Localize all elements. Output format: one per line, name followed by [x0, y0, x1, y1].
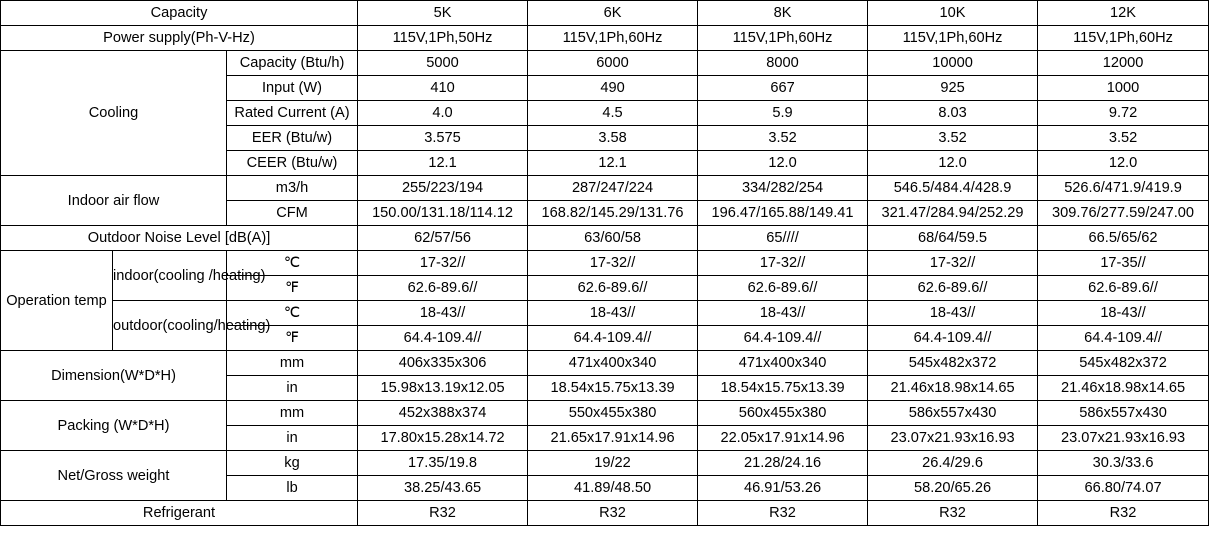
- packing-label: Packing (W*D*H): [1, 401, 227, 451]
- power-supply-label: Power supply(Ph-V-Hz): [1, 26, 358, 51]
- value-cell: 545x482x372: [868, 351, 1038, 376]
- value-cell: 471x400x340: [528, 351, 698, 376]
- cooling-capacity-row: [1, 51, 1209, 76]
- value-cell: 3.52: [868, 126, 1038, 151]
- optemp-outdoor-c-row: [1, 301, 1209, 326]
- sub-label: in: [227, 426, 358, 451]
- value-cell: 8.03: [868, 101, 1038, 126]
- model-cell: 12K: [1038, 1, 1209, 26]
- value-cell: 62.6-89.6//: [528, 276, 698, 301]
- value-cell: 526.6/471.9/419.9: [1038, 176, 1209, 201]
- value-cell: 3.58: [528, 126, 698, 151]
- weight-label: Net/Gross weight: [1, 451, 227, 501]
- value-cell: 26.4/29.6: [868, 451, 1038, 476]
- value-cell: 5.9: [698, 101, 868, 126]
- value-cell: R32: [1038, 501, 1209, 526]
- value-cell: 21.65x17.91x14.96: [528, 426, 698, 451]
- value-cell: 667: [698, 76, 868, 101]
- value-cell: 10000: [868, 51, 1038, 76]
- value-cell: 560x455x380: [698, 401, 868, 426]
- value-cell: 17-32//: [868, 251, 1038, 276]
- value-cell: 17-35//: [1038, 251, 1209, 276]
- value-cell: 62.6-89.6//: [358, 276, 528, 301]
- sub-label: mm: [227, 401, 358, 426]
- model-cell: 5K: [358, 1, 528, 26]
- value-cell: 18.54x15.75x13.39: [698, 376, 868, 401]
- value-cell: 41.89/48.50: [528, 476, 698, 501]
- optemp-outdoor-label: outdoor(cooling/heating): [113, 301, 227, 351]
- sub-label: Rated Current (A): [227, 101, 358, 126]
- sub-label: Capacity (Btu/h): [227, 51, 358, 76]
- value-cell: 64.4-109.4//: [698, 326, 868, 351]
- value-cell: 4.0: [358, 101, 528, 126]
- value-cell: 12.0: [1038, 151, 1209, 176]
- value-cell: 21.46x18.98x14.65: [1038, 376, 1209, 401]
- value-cell: 8000: [698, 51, 868, 76]
- value-cell: R32: [868, 501, 1038, 526]
- sub-label: kg: [227, 451, 358, 476]
- value-cell: 62.6-89.6//: [698, 276, 868, 301]
- value-cell: 3.52: [698, 126, 868, 151]
- optemp-indoor-c-row: [1, 251, 1209, 276]
- refrigerant-row: [1, 501, 1209, 526]
- value-cell: 150.00/131.18/114.12: [358, 201, 528, 226]
- fahrenheit-unit: ℉: [227, 326, 358, 351]
- noise-label: Outdoor Noise Level [dB(A)]: [1, 226, 358, 251]
- value-cell: 17.35/19.8: [358, 451, 528, 476]
- sub-label: mm: [227, 351, 358, 376]
- dimension-mm-row: [1, 351, 1209, 376]
- model-cell: 8K: [698, 1, 868, 26]
- sub-label: EER (Btu/w): [227, 126, 358, 151]
- value-cell: 18.54x15.75x13.39: [528, 376, 698, 401]
- value-cell: 64.4-109.4//: [868, 326, 1038, 351]
- value-cell: 115V,1Ph,60Hz: [1038, 26, 1209, 51]
- value-cell: 68/64/59.5: [868, 226, 1038, 251]
- value-cell: 63/60/58: [528, 226, 698, 251]
- dimension-label: Dimension(W*D*H): [1, 351, 227, 401]
- sub-label: m3/h: [227, 176, 358, 201]
- value-cell: 66.5/65/62: [1038, 226, 1209, 251]
- value-cell: 452x388x374: [358, 401, 528, 426]
- value-cell: 21.46x18.98x14.65: [868, 376, 1038, 401]
- value-cell: 46.91/53.26: [698, 476, 868, 501]
- sub-label: Input (W): [227, 76, 358, 101]
- value-cell: 18-43//: [528, 301, 698, 326]
- value-cell: 23.07x21.93x16.93: [868, 426, 1038, 451]
- value-cell: R32: [358, 501, 528, 526]
- value-cell: 38.25/43.65: [358, 476, 528, 501]
- value-cell: 62/57/56: [358, 226, 528, 251]
- sub-label: CFM: [227, 201, 358, 226]
- sub-label: lb: [227, 476, 358, 501]
- value-cell: R32: [698, 501, 868, 526]
- value-cell: 168.82/145.29/131.76: [528, 201, 698, 226]
- value-cell: 925: [868, 76, 1038, 101]
- value-cell: 12.1: [358, 151, 528, 176]
- value-cell: 3.52: [1038, 126, 1209, 151]
- value-cell: 64.4-109.4//: [528, 326, 698, 351]
- value-cell: 18-43//: [358, 301, 528, 326]
- value-cell: 18-43//: [698, 301, 868, 326]
- value-cell: 115V,1Ph,60Hz: [528, 26, 698, 51]
- power-supply-row: [1, 26, 1209, 51]
- airflow-m3h-row: [1, 176, 1209, 201]
- value-cell: 21.28/24.16: [698, 451, 868, 476]
- value-cell: 17.80x15.28x14.72: [358, 426, 528, 451]
- value-cell: 546.5/484.4/428.9: [868, 176, 1038, 201]
- value-cell: 17-32//: [528, 251, 698, 276]
- model-cell: 6K: [528, 1, 698, 26]
- value-cell: 410: [358, 76, 528, 101]
- value-cell: 255/223/194: [358, 176, 528, 201]
- sub-label: CEER (Btu/w): [227, 151, 358, 176]
- value-cell: 12.0: [868, 151, 1038, 176]
- value-cell: 115V,1Ph,60Hz: [868, 26, 1038, 51]
- value-cell: 9.72: [1038, 101, 1209, 126]
- value-cell: 62.6-89.6//: [1038, 276, 1209, 301]
- value-cell: 115V,1Ph,50Hz: [358, 26, 528, 51]
- packing-mm-row: [1, 401, 1209, 426]
- sub-label: in: [227, 376, 358, 401]
- value-cell: 66.80/74.07: [1038, 476, 1209, 501]
- value-cell: 5000: [358, 51, 528, 76]
- value-cell: 550x455x380: [528, 401, 698, 426]
- value-cell: 19/22: [528, 451, 698, 476]
- value-cell: 17-32//: [358, 251, 528, 276]
- value-cell: 334/282/254: [698, 176, 868, 201]
- airflow-label: Indoor air flow: [1, 176, 227, 226]
- value-cell: 586x557x430: [1038, 401, 1209, 426]
- celsius-unit: ℃: [227, 301, 358, 326]
- value-cell: 17-32//: [698, 251, 868, 276]
- celsius-unit: ℃: [227, 251, 358, 276]
- value-cell: 545x482x372: [1038, 351, 1209, 376]
- value-cell: 406x335x306: [358, 351, 528, 376]
- value-cell: 18-43//: [868, 301, 1038, 326]
- value-cell: 12.1: [528, 151, 698, 176]
- value-cell: 287/247/224: [528, 176, 698, 201]
- value-cell: 23.07x21.93x16.93: [1038, 426, 1209, 451]
- value-cell: 586x557x430: [868, 401, 1038, 426]
- value-cell: 18-43//: [1038, 301, 1209, 326]
- value-cell: 490: [528, 76, 698, 101]
- value-cell: 196.47/165.88/149.41: [698, 201, 868, 226]
- fahrenheit-unit: ℉: [227, 276, 358, 301]
- cooling-label: Cooling: [1, 51, 227, 176]
- value-cell: 12.0: [698, 151, 868, 176]
- value-cell: R32: [528, 501, 698, 526]
- value-cell: 30.3/33.6: [1038, 451, 1209, 476]
- value-cell: 115V,1Ph,60Hz: [698, 26, 868, 51]
- value-cell: 471x400x340: [698, 351, 868, 376]
- value-cell: 62.6-89.6//: [868, 276, 1038, 301]
- value-cell: 65////: [698, 226, 868, 251]
- capacity-row: [1, 1, 1209, 26]
- noise-row: [1, 226, 1209, 251]
- value-cell: 6000: [528, 51, 698, 76]
- optemp-label: Operation temp: [1, 251, 113, 351]
- value-cell: 64.4-109.4//: [1038, 326, 1209, 351]
- value-cell: 22.05x17.91x14.96: [698, 426, 868, 451]
- value-cell: 64.4-109.4//: [358, 326, 528, 351]
- capacity-label: Capacity: [1, 1, 358, 26]
- value-cell: 309.76/277.59/247.00: [1038, 201, 1209, 226]
- value-cell: 321.47/284.94/252.29: [868, 201, 1038, 226]
- value-cell: 3.575: [358, 126, 528, 151]
- value-cell: 15.98x13.19x12.05: [358, 376, 528, 401]
- value-cell: 58.20/65.26: [868, 476, 1038, 501]
- optemp-indoor-label: indoor(cooling /heating): [113, 251, 227, 301]
- model-cell: 10K: [868, 1, 1038, 26]
- value-cell: 1000: [1038, 76, 1209, 101]
- refrigerant-label: Refrigerant: [1, 501, 358, 526]
- value-cell: 4.5: [528, 101, 698, 126]
- value-cell: 12000: [1038, 51, 1209, 76]
- weight-kg-row: [1, 451, 1209, 476]
